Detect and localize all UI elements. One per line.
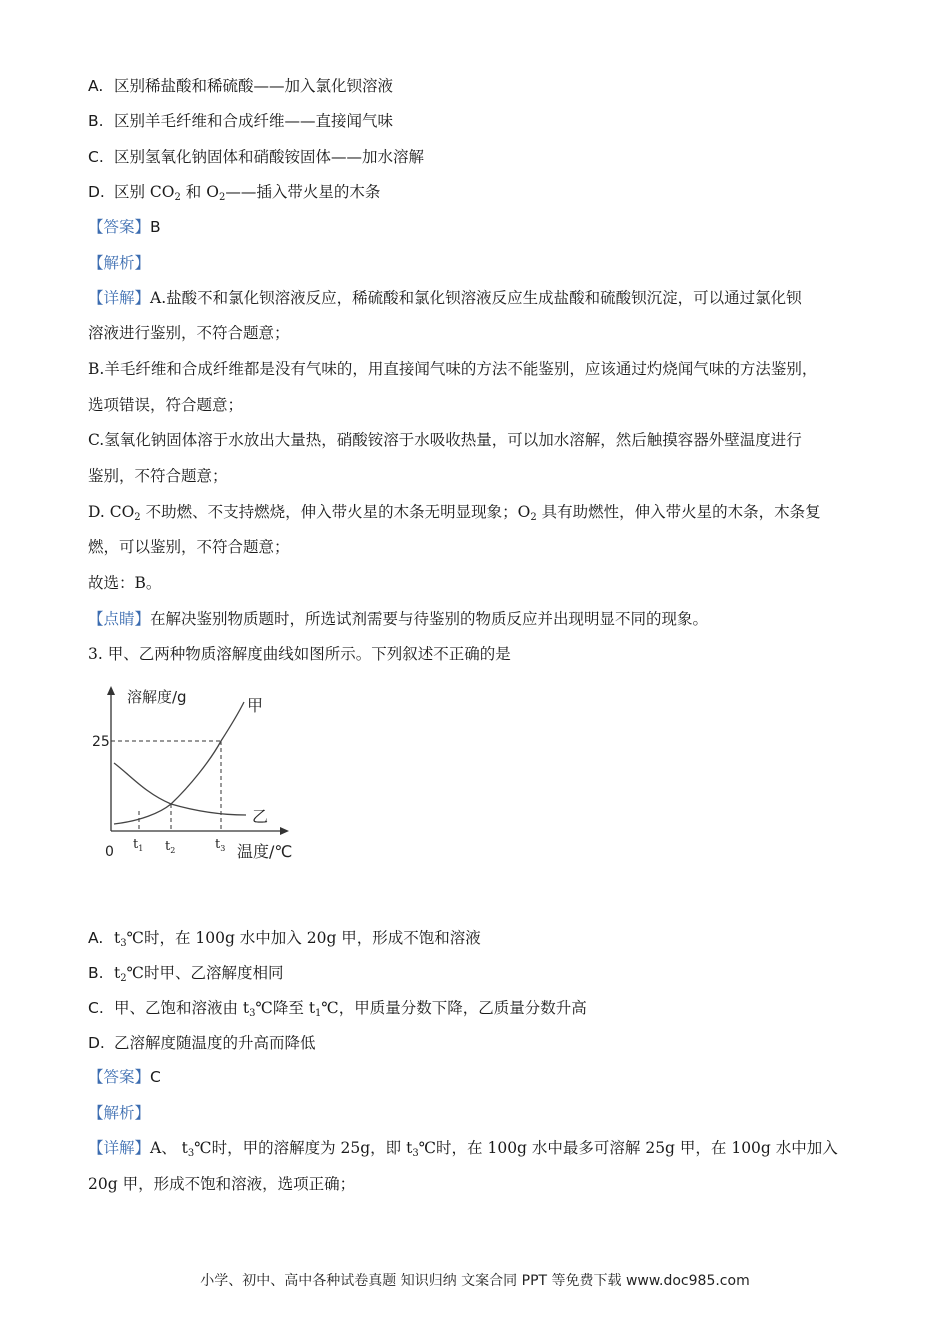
q2-answer: 【答案】B <box>88 218 161 236</box>
x-tick-t1: $t_1$ <box>133 837 144 853</box>
x-axis-arrow <box>280 827 289 835</box>
page-footer: 小学、初中、高中各种试卷真题 知识归纳 文案合同 PPT 等免费下载 www.doc985.com <box>200 1273 750 1289</box>
q2-option-d: D. 区别 $CO_2$ 和 $O_2——$插入带火星的木条 <box>88 183 381 203</box>
solubility-chart <box>92 683 310 868</box>
q2-option-b: B. 区别羊毛纤维和合成纤维——直接闻气味 <box>88 112 394 130</box>
q2-detail-b-line2: 选项错误，符合题意； <box>88 396 244 414</box>
origin-label: 0 <box>105 844 114 860</box>
y-axis-arrow <box>107 686 115 695</box>
q3-option-b: B. $t_2℃$时甲、乙溶解度相同 <box>88 964 284 984</box>
q3-answer: 【答案】C <box>88 1068 161 1086</box>
q3-detail-line2: 20g 甲，形成不饱和溶液，选项正确； <box>88 1175 356 1193</box>
q2-detail-d-line2: 燃，可以鉴别，不符合题意； <box>88 538 290 556</box>
y-tick-25: 25 <box>92 734 110 750</box>
x-axis-label: 温度/℃ <box>237 842 293 861</box>
series-yi-label: 乙 <box>252 807 269 826</box>
q3-analysis-label: 【解析】 <box>88 1104 151 1122</box>
series-jia-label: 甲 <box>247 696 264 715</box>
q2-detail-a-line1: 【详解】A.盐酸不和氯化钡溶液反应，稀硫酸和氯化钡溶液反应生成盐酸和硫酸钡沉淀，可以通过氯化钡 <box>88 289 802 307</box>
x-tick-t3: $t_3$ <box>215 837 226 853</box>
y-axis-label: 溶解度/g <box>127 688 187 706</box>
x-tick-t2: $t_2$ <box>165 839 176 855</box>
q2-detail-b-line1: B.羊毛纤维和合成纤维都是没有气味的，用直接闻气味的方法不能鉴别，应该通过灼烧闻气味的方法鉴别， <box>88 360 818 378</box>
q2-conclusion: 故选：B。 <box>88 574 162 592</box>
q2-detail-c-line1: C.氢氧化钠固体溶于水放出大量热，硝酸铵溶于水吸收热量，可以加水溶解，然后触摸容器外壁温度进行 <box>88 431 802 449</box>
q2-detail-c-line2: 鉴别，不符合题意； <box>88 467 228 485</box>
q3-stem: 3. 甲、乙两种物质溶解度曲线如图所示。下列叙述不正确的是 <box>88 645 511 663</box>
q2-option-a: A. 区别稀盐酸和稀硫酸——加入氯化钡溶液 <box>88 77 394 95</box>
series-yi-curve <box>114 763 246 815</box>
q3-option-c: C. 甲、乙饱和溶液由 $t_3℃$降至 $t_1℃$，甲质量分数下降，乙质量分数升高 <box>88 999 587 1019</box>
q2-detail-d-line1: D. $CO_2$ 不助燃、不支持燃烧，伸入带火星的木条无明显现象；$O_2$ 具有助燃性，伸入带火星的木条，木条复 <box>88 503 821 523</box>
q3-option-a: A. $t_3℃$时，在 100g 水中加入 20g 甲，形成不饱和溶液 <box>88 929 481 949</box>
q2-analysis-label: 【解析】 <box>88 254 151 272</box>
q2-option-c: C. 区别氢氧化钠固体和硝酸铵固体——加水溶解 <box>88 148 425 166</box>
q3-option-d: D. 乙溶解度随温度的升高而降低 <box>88 1034 316 1052</box>
q3-detail-line1: 【详解】A、 $t_3℃$时，甲的溶解度为 25g，即 $t_3℃$时，在 100g 水中最多可溶解 25g 甲，在 100g 水中加入 <box>88 1139 838 1159</box>
q2-detail-a-line2: 溶液进行鉴别，不符合题意； <box>88 324 290 342</box>
q2-tip: 【点睛】在解决鉴别物质题时，所选试剂需要与待鉴别的物质反应并出现明显不同的现象。 <box>88 610 709 628</box>
